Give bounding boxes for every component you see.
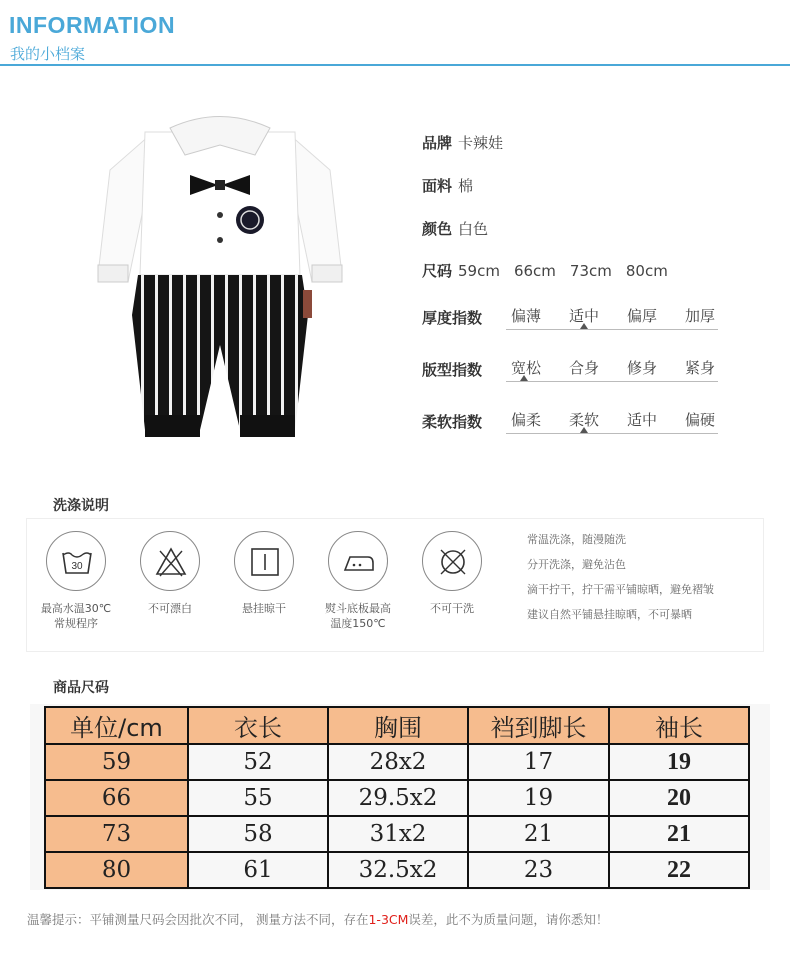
thickness-index: 厚度指数 偏薄 适中 偏厚 加厚 (422, 302, 722, 336)
wash-note: 滴干拧干，拧干需平铺晾晒，避免褶皱 (527, 583, 714, 596)
header-title-en: INFORMATION (9, 12, 176, 38)
no-dry-clean-icon (422, 531, 482, 591)
wash-note: 常温洗涤，随漫随洗 (527, 533, 626, 546)
table-cell: 80 (45, 852, 188, 888)
size-table-title: 商品尺码 (53, 680, 109, 696)
no-bleach-icon (140, 531, 200, 591)
size-table (44, 706, 750, 889)
wash-label-dryclean: 不可干洗 (430, 602, 474, 615)
iron-150-icon (328, 531, 388, 591)
table-cell: 21 (609, 816, 749, 852)
wash-label-bleach: 不可漂白 (148, 602, 192, 615)
wash-30-icon (46, 531, 106, 591)
header-cell: 衣长 (188, 707, 328, 744)
table-row (45, 816, 749, 852)
wash-label-hang: 悬挂晾干 (242, 602, 286, 615)
wash-title: 洗涤说明 (53, 498, 109, 514)
table-cell: 73 (45, 816, 188, 852)
table-cell: 22 (609, 852, 749, 888)
table-row (45, 744, 749, 780)
attr-color: 颜色 白色 (422, 220, 489, 238)
table-cell: 28x2 (328, 744, 468, 780)
fit-marker-icon (520, 375, 528, 381)
attr-brand: 品牌 卡辣娃 (422, 134, 504, 152)
table-cell: 21 (468, 816, 609, 852)
table-cell: 59 (45, 744, 188, 780)
wash-note: 建议自然平铺悬挂晾晒，不可暴晒 (527, 608, 692, 621)
table-cell: 58 (188, 816, 328, 852)
table-cell: 23 (468, 852, 609, 888)
header-cell: 袖长 (609, 707, 749, 744)
table-cell: 20 (609, 780, 749, 816)
table-row (45, 780, 749, 816)
table-cell: 31x2 (328, 816, 468, 852)
table-cell: 29.5x2 (328, 780, 468, 816)
table-cell: 55 (188, 780, 328, 816)
table-row (45, 852, 749, 888)
header-divider (0, 64, 790, 66)
wash-label-temp: 最高水温30℃ 常规程序 (40, 602, 112, 630)
header-cell: 裆到脚长 (468, 707, 609, 744)
thickness-marker-icon (580, 323, 588, 329)
table-cell: 17 (468, 744, 609, 780)
table-cell: 52 (188, 744, 328, 780)
product-image (90, 110, 350, 445)
svg-text:30: 30 (71, 561, 83, 572)
table-cell: 61 (188, 852, 328, 888)
table-cell: 66 (45, 780, 188, 816)
header-cell: 单位/cm (45, 707, 188, 744)
table-cell: 32.5x2 (328, 852, 468, 888)
softness-index: 柔软指数 偏柔 柔软 适中 偏硬 (422, 406, 722, 440)
hang-dry-icon (234, 531, 294, 591)
table-header-row (45, 707, 749, 744)
table-cell: 19 (609, 744, 749, 780)
header-cell: 胸围 (328, 707, 468, 744)
softness-marker-icon (580, 427, 588, 433)
header-title-cn: 我的小档案 (10, 45, 86, 63)
attr-sizes: 尺码 59cm 66cm 73cm 80cm (422, 262, 668, 280)
fit-index: 版型指数 宽松 合身 修身 紧身 (422, 354, 722, 388)
attr-material: 面料 棉 (422, 177, 474, 195)
measurement-tip: 温馨提示：平铺测量尺码会因批次不同， 测量方法不同，存在1-3CM误差，此不为质量问题，请你悉知！ (27, 912, 609, 927)
wash-label-iron: 熨斗底板最高 温度150℃ (325, 602, 391, 630)
table-cell: 19 (468, 780, 609, 816)
wash-note: 分开洗涤，避免沾色 (527, 558, 626, 571)
